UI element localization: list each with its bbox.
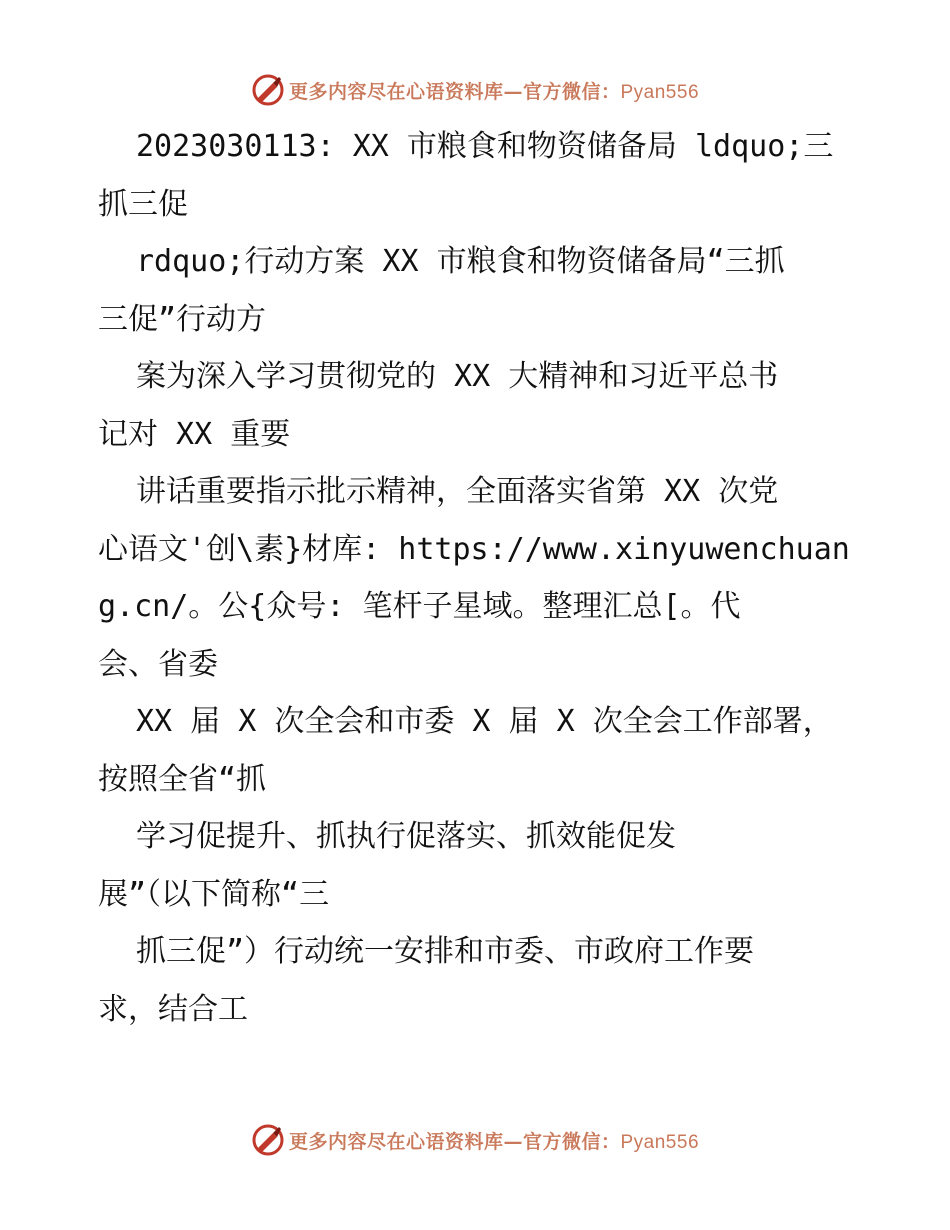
text-line: 抓三促 [98,186,188,222]
header-banner [0,68,950,112]
text-line: 心语文'创\素}材库: https://www.xinyuwenchuan [98,531,850,567]
text-line: 记对 XX 重要 [98,416,291,452]
text-line: XX 届 X 次全会和市委 X 届 X 次全会工作部署， [136,704,833,739]
text-line: 2023030113: XX 市粮食和物资储备局 ldquo;三 [136,129,834,164]
text-line: 讲话重要指示批示精神，全面落实省第 XX 次党 [136,474,779,509]
pen-logo-icon [251,1123,285,1157]
text-line: 会、省委 [98,646,218,682]
text-line: 抓三促”）行动统一安排和市委、市政府工作要 [136,934,755,969]
text-line: 三促”行动方 [98,301,267,337]
document-body [98,118,854,1038]
text-line: 求，结合工 [98,991,248,1027]
text-line: 案为深入学习贯彻党的 XX 大精神和习近平总书 [136,359,779,394]
text-line: 按照全省“抓 [98,761,267,797]
banner-text: 更多内容尽在心语资料库—官方微信：Pyan556 [288,80,700,103]
text-line: 学习促提升、抓执行促落实、抓效能促发 [136,819,676,854]
text-line: 展”（以下简称“三 [98,876,330,912]
text-line: rdquo;行动方案 XX 市粮食和物资储备局“三抓 [136,244,785,279]
footer-banner [0,1118,950,1162]
text-line: g.cn/。公{众号: 笔杆子星域。整理汇总[。代 [98,589,741,624]
banner-text: 更多内容尽在心语资料库—官方微信：Pyan556 [288,1130,700,1153]
pen-logo-icon [251,73,285,107]
